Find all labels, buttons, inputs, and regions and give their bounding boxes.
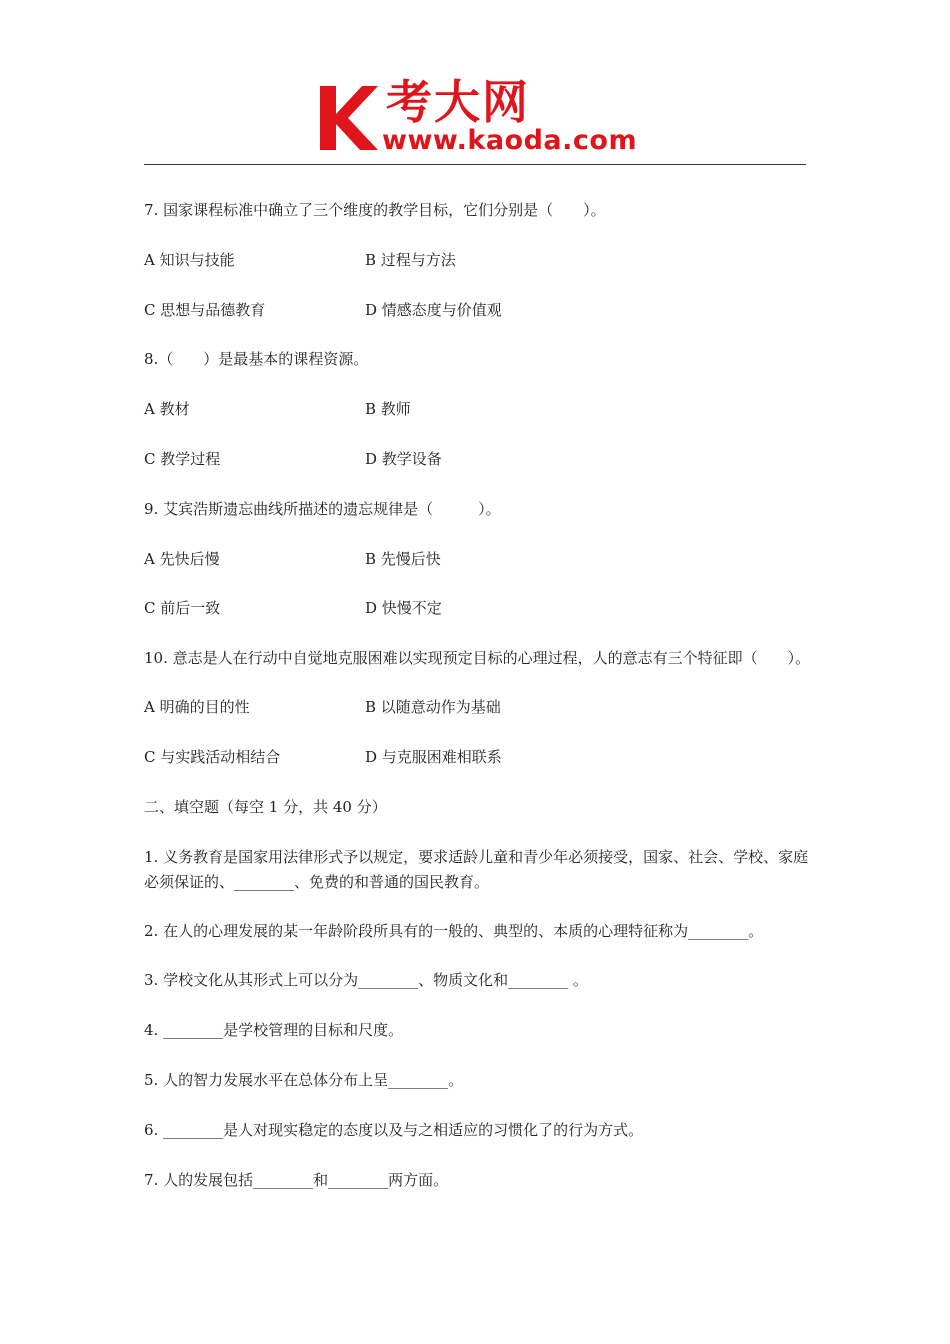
option-row xyxy=(144,695,814,720)
option-d: D 快慢不定 xyxy=(365,599,442,618)
option-a: A 明确的目的性 xyxy=(144,698,250,717)
option-d: D 教学设备 xyxy=(365,449,442,468)
option-row xyxy=(144,298,814,323)
option-row xyxy=(144,248,814,273)
fill-blank-item: 2. 在人的心理发展的某一年龄阶段所具有的一般的、典型的、本质的心理特征称为________。 xyxy=(144,921,764,940)
question-stem: 10. 意志是人在行动中自觉地克服困难以实现预定目标的心理过程，人的意志有三个特征即（ ）。 xyxy=(144,649,811,668)
logo-url-text: www.kaoda.com xyxy=(382,125,638,156)
fill-blank-item: 7. 人的发展包括________和________两方面。 xyxy=(144,1170,449,1189)
option-a: A 知识与技能 xyxy=(144,250,235,269)
question-stem: 9. 艾宾浩斯遗忘曲线所描述的遗忘规律是（ ）。 xyxy=(144,499,501,518)
question-stem: 8.（ ）是最基本的课程资源。 xyxy=(144,350,369,369)
option-b: B 过程与方法 xyxy=(365,250,456,269)
option-b: B 以随意动作为基础 xyxy=(365,698,501,717)
logo-cn-text: 考大网 xyxy=(386,75,530,129)
fill-blank-item: 4. ________是学校管理的目标和尺度。 xyxy=(144,1021,404,1040)
option-c: C 思想与品德教育 xyxy=(144,300,266,319)
option-c: C 教学过程 xyxy=(144,449,221,468)
option-c: C 与实践活动相结合 xyxy=(144,747,281,766)
option-a: A 先快后慢 xyxy=(144,549,220,568)
option-row xyxy=(144,447,814,472)
section-heading: 二、填空题（每空 1 分，共 40 分） xyxy=(144,797,387,816)
fill-blank-item: 5. 人的智力发展水平在总体分布上呈________。 xyxy=(144,1070,464,1089)
question-stem: 7. 国家课程标准中确立了三个维度的教学目标，它们分别是（ ）。 xyxy=(144,201,606,219)
fill-blank-item: 6. ________是人对现实稳定的态度以及与之相适应的习惯化了的行为方式。 xyxy=(144,1120,644,1139)
fill-blank-item: 3. 学校文化从其形式上可以分为________、物质文化和________ 。 xyxy=(144,971,588,990)
k-logo-icon xyxy=(318,84,380,152)
option-b: B 教师 xyxy=(365,400,411,419)
exam-content xyxy=(144,198,814,1217)
option-a: A 教材 xyxy=(144,400,190,419)
option-row xyxy=(144,596,814,621)
kaoda-logo xyxy=(318,75,638,160)
option-row xyxy=(144,547,814,572)
option-row xyxy=(144,745,814,770)
header-divider xyxy=(144,164,806,165)
option-b: B 先慢后快 xyxy=(365,549,441,568)
option-d: D 与克服困难相联系 xyxy=(365,747,502,766)
option-c: C 前后一致 xyxy=(144,599,221,618)
option-row xyxy=(144,397,814,422)
option-d: D 情感态度与价值观 xyxy=(365,300,502,319)
fill-blank-item: 1. 义务教育是国家用法律形式予以规定，要求适龄儿童和青少年必须接受，国家、社会、学校、家庭必须保证的、________、免费的和普通的国民教育。 xyxy=(144,847,809,891)
